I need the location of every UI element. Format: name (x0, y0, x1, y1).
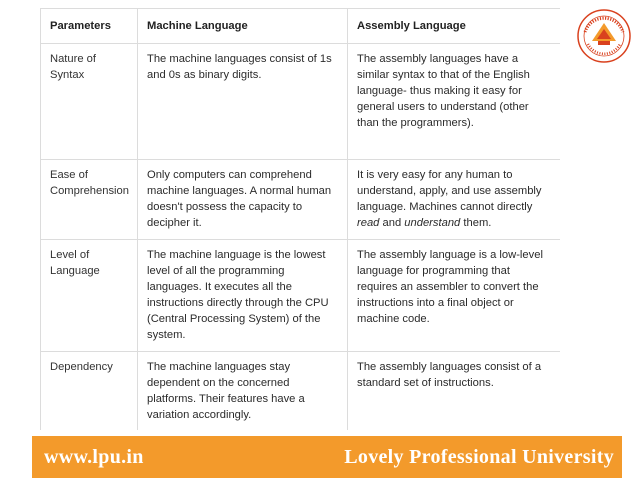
lpu-emblem-icon (576, 8, 632, 64)
header-parameters: Parameters (41, 9, 138, 44)
header-machine-language: Machine Language (138, 9, 348, 44)
parameter-cell: Ease of Comprehension (41, 160, 138, 240)
footer-bar (32, 436, 622, 478)
assembly-text-prefix: It is very easy for any human to understand, apply, and use assembly language. Machines cannot directly (357, 169, 542, 213)
assembly-text-mid: and (379, 217, 405, 229)
table-row (41, 352, 561, 431)
machine-language-cell: The machine language is the lowest level of all the programming languages. It executes all the instructions directly through the CPU (Central Processing System) of the system. (138, 240, 348, 352)
table-header-row (41, 9, 561, 44)
comparison-table (40, 8, 560, 430)
assembly-language-cell: The assembly language is a low-level language for programming that requires an assembler to convert the instructions into a final object or machine code. (348, 240, 561, 352)
machine-language-cell: The machine languages stay dependent on the concerned platforms. Their features have a variation accordingly. (138, 352, 348, 431)
comparison-table-frame (40, 8, 560, 430)
assembly-language-cell (348, 160, 561, 240)
parameter-cell: Dependency (41, 352, 138, 431)
footer-university-name: Lovely Professional University (344, 445, 614, 468)
table-row (41, 44, 561, 160)
table-row (41, 240, 561, 352)
table-row (41, 160, 561, 240)
parameter-cell: Level of Language (41, 240, 138, 352)
assembly-text-suffix: them. (460, 217, 492, 229)
assembly-language-cell: The assembly languages consist of a standard set of instructions. (348, 352, 561, 431)
header-assembly-language: Assembly Language (348, 9, 561, 44)
footer-website: www.lpu.in (44, 445, 144, 468)
parameter-cell: Nature of Syntax (41, 44, 138, 160)
assembly-text-emphasis-understand: understand (404, 217, 461, 229)
assembly-language-cell: The assembly languages have a similar syntax to that of the English language- thus making it easy for general users to understand (other than the programmers). (348, 44, 561, 160)
machine-language-cell: The machine languages consist of 1s and 0s as binary digits. (138, 44, 348, 160)
assembly-text-emphasis-read: read (357, 217, 380, 229)
machine-language-cell: Only computers can comprehend machine languages. A normal human doesn't possess the capacity to decipher it. (138, 160, 348, 240)
